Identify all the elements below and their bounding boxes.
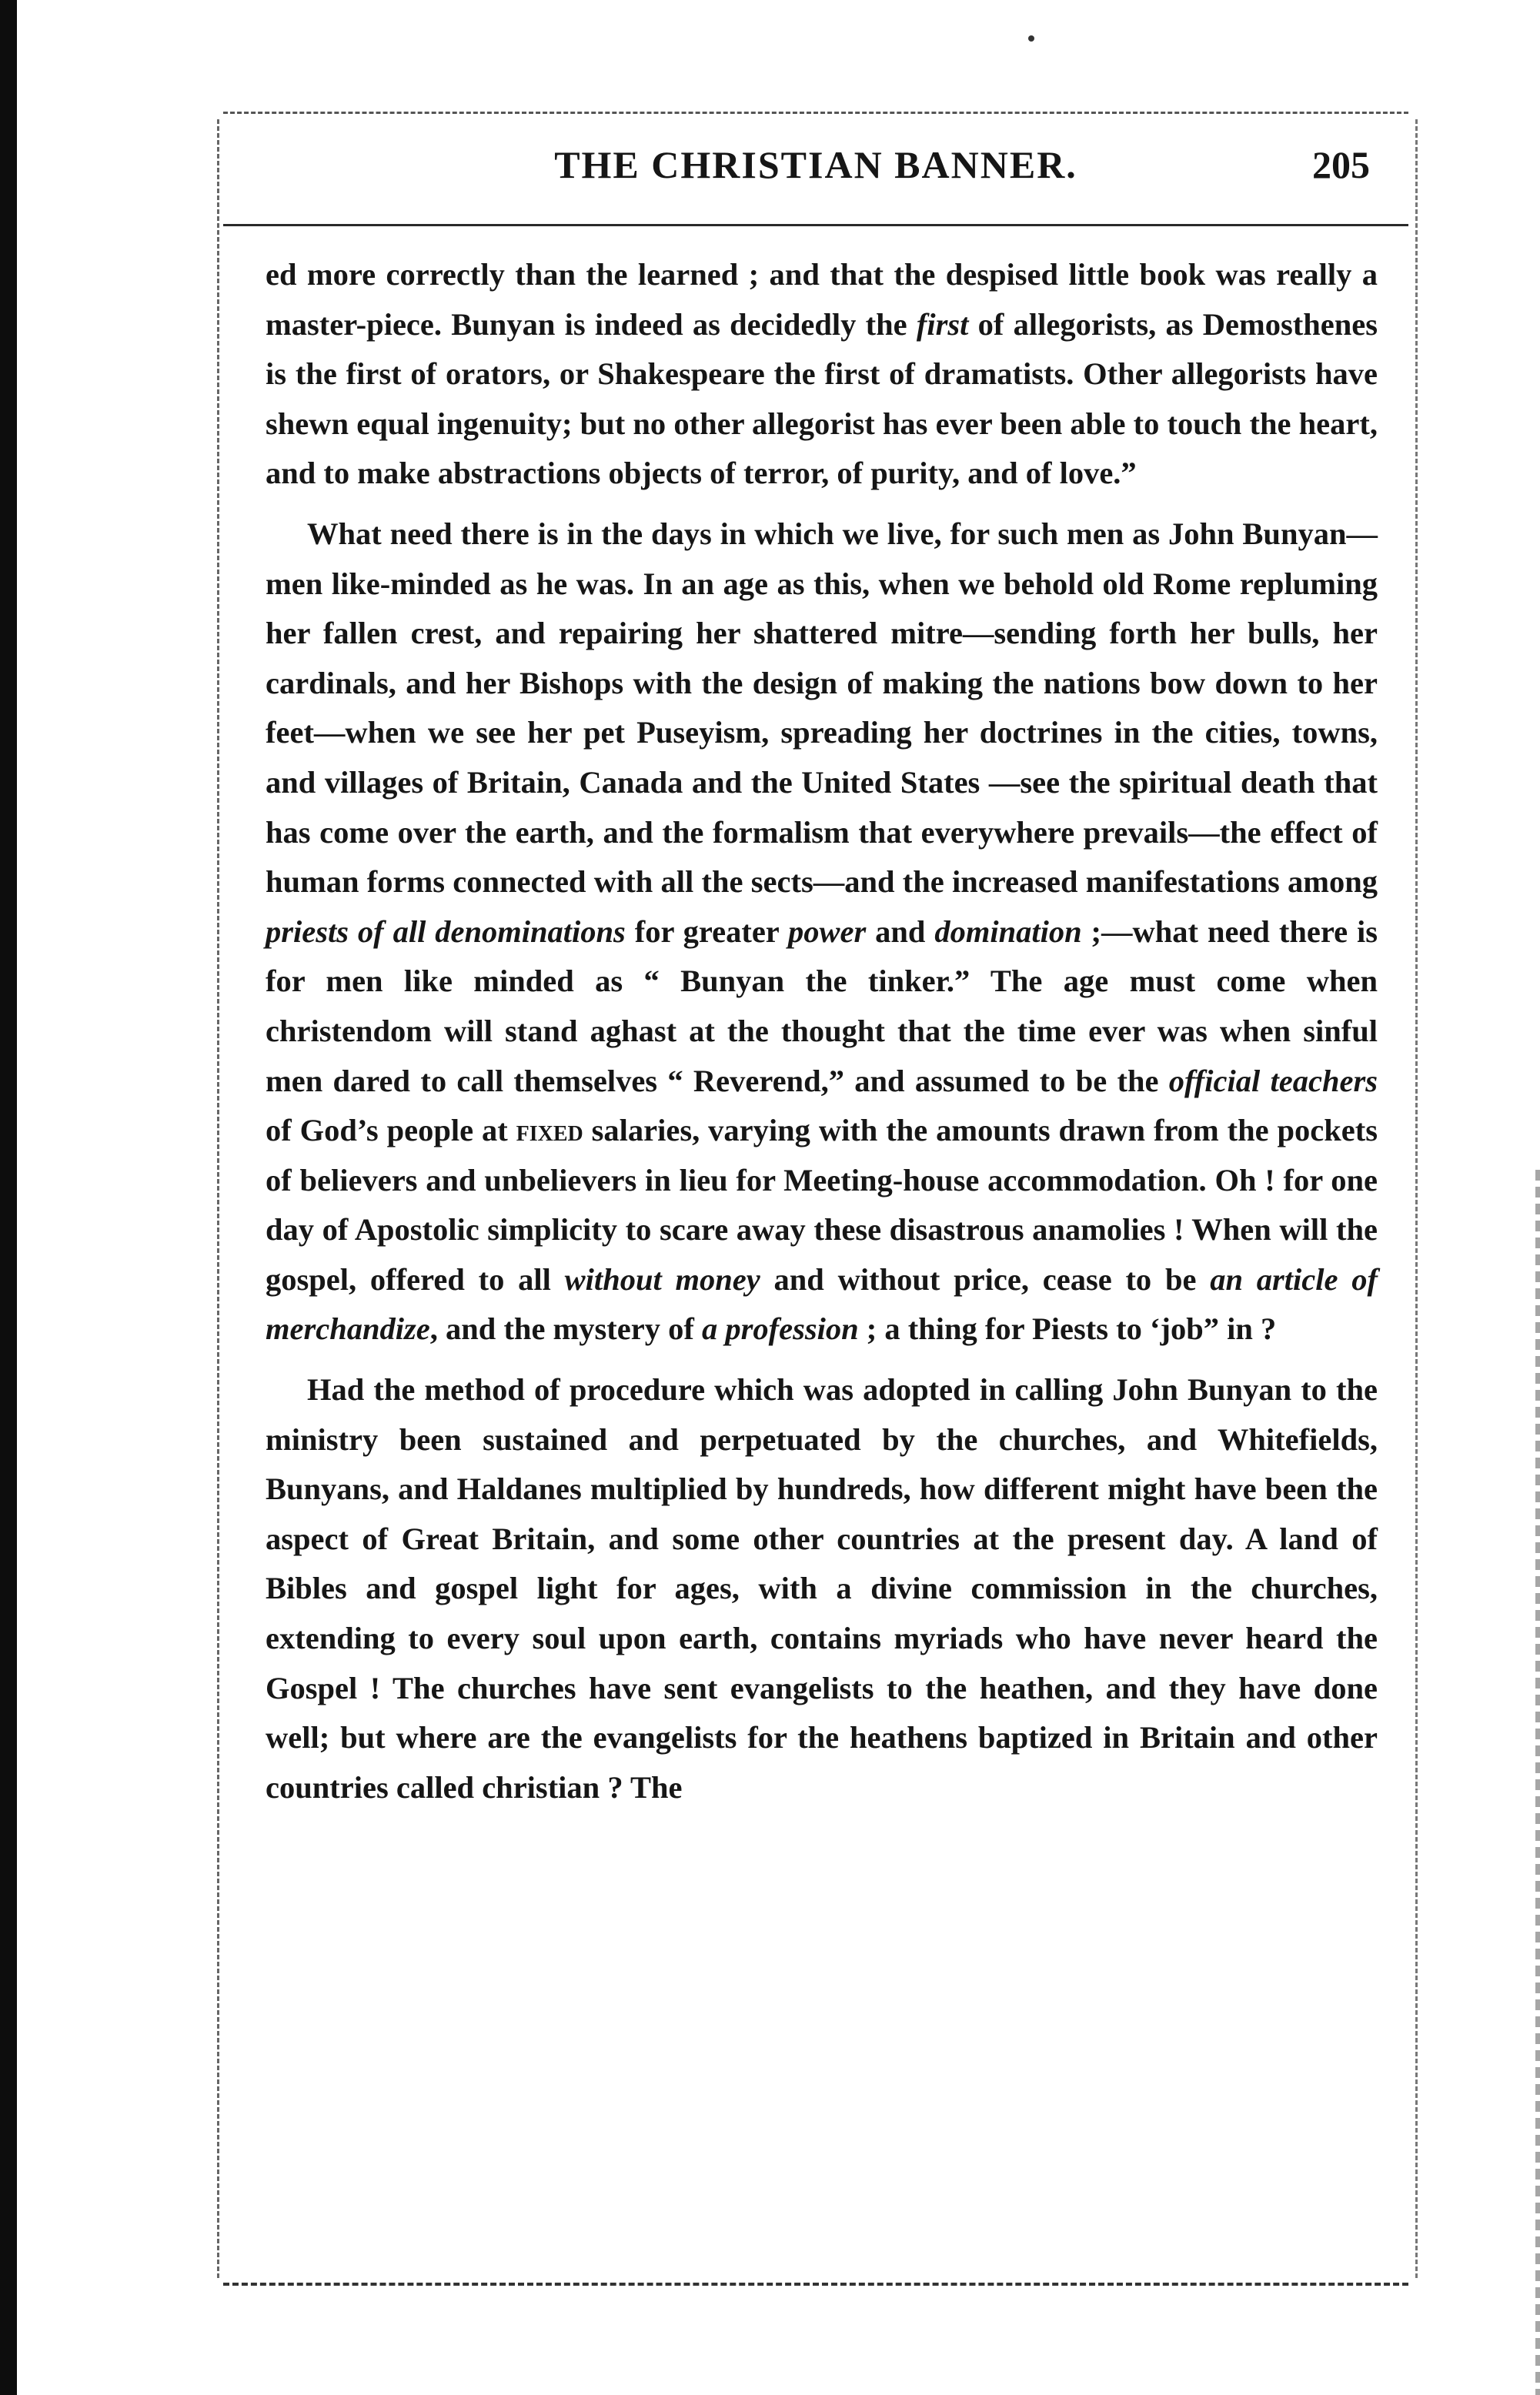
running-title: THE CHRISTIAN BANNER. xyxy=(554,143,1077,186)
book-binding-edge xyxy=(0,0,17,2395)
italic-text: priests of all denominations xyxy=(266,914,626,949)
text-run: of God’s people at xyxy=(266,1113,516,1148)
right-dashed-border xyxy=(1415,119,1418,2278)
text-run: and xyxy=(866,914,935,949)
paragraph xyxy=(266,1365,1378,1812)
italic-text: an article of merchandize xyxy=(266,1261,1378,1347)
italic-text: a profession xyxy=(701,1311,859,1347)
text-run: ;—what need there is for men like minded as “ Bunyan the tinker.” The age must come when christendom will stand aghast at the thought that the time ever was when sinful men dared to call themselves “ Reverend,” and assumed to be the xyxy=(266,914,1378,1098)
ink-speck xyxy=(1028,35,1034,42)
smallcaps-text: fixed xyxy=(516,1113,583,1148)
body-text xyxy=(266,250,1378,1812)
text-run: , and the mystery of xyxy=(429,1311,702,1347)
page-number: 205 xyxy=(1312,143,1370,186)
paragraph xyxy=(266,250,1378,499)
page-edge-shadow xyxy=(1535,1170,1540,2395)
text-run: ed more correctly than the learned ; and that the despised little book was really a master-piece. Bunyan is indeed as decidedly the xyxy=(266,257,1378,342)
text-run: What need there is in the days in which we live, for such men as John Bunyan—men like-minded as he was. In an age as this, when we behold old Rome repluming her fallen crest, and repairing her shattered mitre—sending forth her bulls, her cardinals, and her Bishops with the design of making the nations bow down to her feet—when we see her pet Puseyism, spreading her doctrines in the cities, towns, and villages of Britain, Canada and the United States —see the spiritual death that has come over the earth, and the formalism that everywhere prevails—the effect of human forms connected with all the sects—and the increased manifestations among xyxy=(266,516,1378,900)
text-run: ; a thing for Piests to ‘job” in ? xyxy=(858,1311,1277,1347)
text-run: for greater xyxy=(625,914,788,949)
paragraph xyxy=(266,509,1378,1354)
italic-text: without money xyxy=(564,1261,760,1297)
running-head xyxy=(246,142,1385,212)
left-dashed-border xyxy=(217,119,219,2278)
italic-text: power xyxy=(787,914,867,949)
page-frame xyxy=(223,112,1408,2286)
italic-text: official teachers xyxy=(1168,1063,1378,1098)
text-run: Had the method of procedure which was adopted in calling John Bunyan to the ministry been sustained and perpetuated by the churches, and Whitefields, Bunyans, and Haldanes multiplied by hundreds, how different might have been the aspect of Great Britain, and some other countries at the present day. A land of Bibles and gospel light for ages, with a divine commission in the churches, extending to every soul upon earth, contains myriads who have never heard the Gospel ! The churches have sent evangelists to the heathen, and they have done well; but where are the evangelists for the heathens baptized in Britain and other countries called christian ? The xyxy=(266,1372,1378,1805)
text-run: of allegorists, as Demosthenes is the first of orators, or Shakespeare the first of dramatists. Other allegorists have shewn equal ingenuity; but no other allegorist has ever been able to touch the heart, and to make abstractions objects of terror, of purity, and of love.” xyxy=(266,306,1378,491)
italic-text: first xyxy=(916,306,969,342)
top-dashed-border xyxy=(223,112,1408,114)
bottom-dashed-border xyxy=(223,2283,1408,2286)
italic-text: domination xyxy=(934,914,1082,949)
text-run: and without price, cease to be xyxy=(760,1261,1211,1297)
text-run: salaries, varying with the amounts drawn from the pockets of believers and unbelievers in lieu for Meeting-house accommodation. Oh ! for one day of Apostolic simplicity to scare away these disastrous anamolies ! When will the gospel, offered to all xyxy=(266,1113,1378,1297)
header-rule xyxy=(223,224,1408,226)
